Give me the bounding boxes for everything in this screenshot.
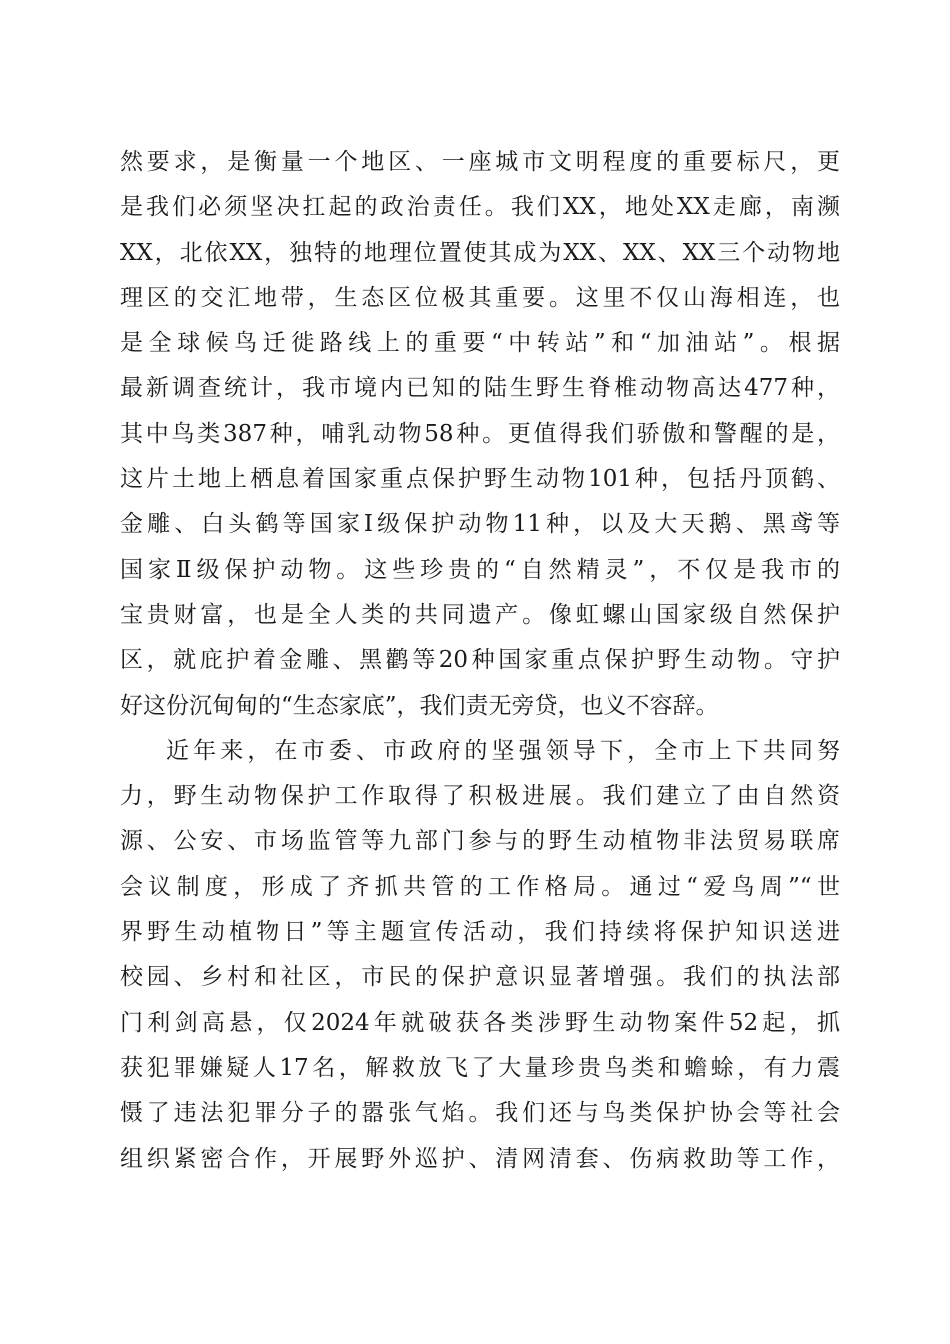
paragraph-2	[120, 729, 840, 1182]
text-line: 会议制度，形成了齐抓共管的工作格局。通过“爱鸟周”“世	[120, 873, 840, 900]
text-line: 是全球候鸟迁徙路线上的重要“中转站”和“加油站”。根据	[120, 330, 840, 357]
text-line: 力，野生动物保护工作取得了积极进展。我们建立了由自然资	[120, 783, 840, 810]
text-line: 校园、乡村和社区，市民的保护意识显著增强。我们的执法部	[120, 964, 840, 991]
text-line: 理区的交汇地带，生态区位极其重要。这里不仅山海相连，也	[120, 284, 840, 311]
text-line: 门利剑高悬，仅2024年就破获各类涉野生动物案件52起，抓	[120, 1009, 840, 1036]
text-line: 区，就庇护着金雕、黑鹳等20种国家重点保护野生动物。守护	[120, 647, 840, 674]
text-line: 源、公安、市场监管等九部门参与的野生动植物非法贸易联席	[120, 828, 840, 855]
text-line: 这片土地上栖息着国家重点保护野生动物101种，包括丹顶鹤、	[120, 466, 840, 493]
text-line: 是我们必须坚决扛起的政治责任。我们XX，地处XX走廊，南濒	[120, 194, 840, 221]
paragraph-1	[120, 140, 840, 729]
text-line: 界野生动植物日”等主题宣传活动，我们持续将保护知识送进	[120, 919, 840, 946]
text-line: 近年来，在市委、市政府的坚强领导下，全市上下共同努	[166, 737, 840, 764]
text-line: 宝贵财富，也是全人类的共同遗产。像虹螺山国家级自然保护	[120, 601, 840, 628]
text-line: 国家Ⅱ级保护动物。这些珍贵的“自然精灵”，不仅是我市的	[120, 556, 840, 583]
text-line: 好这份沉甸甸的“生态家底”，我们责无旁贷，也义不容辞。	[120, 692, 719, 719]
text-line: 其中鸟类387种，哺乳动物58种。更值得我们骄傲和警醒的是，	[120, 420, 840, 447]
text-line: 慑了违法犯罪分子的嚣张气焰。我们还与鸟类保护协会等社会	[120, 1100, 840, 1127]
text-line: 最新调查统计，我市境内已知的陆生野生脊椎动物高达477种，	[120, 375, 840, 402]
body-text	[120, 140, 840, 1182]
text-line: 组织紧密合作，开展野外巡护、清网清套、伤病救助等工作，	[120, 1145, 840, 1172]
text-line: 然要求，是衡量一个地区、一座城市文明程度的重要标尺，更	[120, 149, 840, 175]
text-line: 获犯罪嫌疑人17名，解救放飞了大量珍贵鸟类和蟾蜍，有力震	[120, 1054, 840, 1081]
text-line: 金雕、白头鹤等国家Ⅰ级保护动物11种，以及大天鹅、黑鸢等	[120, 511, 840, 538]
text-line: XX，北依XX，独特的地理位置使其成为XX、XX、XX三个动物地	[120, 239, 840, 266]
